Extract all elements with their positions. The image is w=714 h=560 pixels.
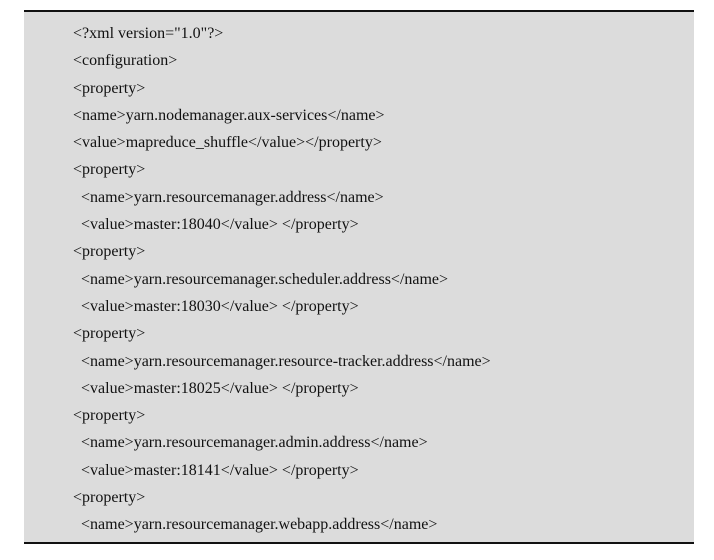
- code-line: <?xml version="1.0"?>: [73, 25, 224, 42]
- code-line: <value>master:18141</value> </property>: [73, 461, 359, 479]
- code-line: <property>: [73, 407, 146, 425]
- code-line: <value>master:18025</value> </property>: [73, 379, 359, 397]
- code-line: <property>: [73, 489, 146, 507]
- code-line: <name>yarn.resourcemanager.webapp.address</name>: [73, 516, 438, 534]
- code-line: <property>: [73, 325, 146, 343]
- code-lines: [24, 12, 694, 539]
- code-line: <value>mapreduce_shuffle</value></property>: [73, 134, 382, 152]
- code-line: <name>yarn.resourcemanager.resource-tracker.address</name>: [73, 352, 491, 370]
- code-line: <name>yarn.resourcemanager.scheduler.address</name>: [73, 270, 449, 288]
- code-line: <value>master:18040</value> </property>: [73, 216, 359, 234]
- code-line: <name>yarn.resourcemanager.admin.address</name>: [73, 434, 428, 452]
- code-line: <property>: [73, 79, 146, 97]
- code-line: <configuration>: [73, 52, 178, 70]
- code-line: <property>: [73, 161, 146, 179]
- code-line: <name>yarn.nodemanager.aux-services</name>: [73, 106, 385, 124]
- code-line: <property>: [73, 243, 146, 261]
- code-line: <value>master:18030</value> </property>: [73, 297, 359, 315]
- code-block: [24, 10, 694, 544]
- code-line: <name>yarn.resourcemanager.address</name>: [73, 188, 384, 206]
